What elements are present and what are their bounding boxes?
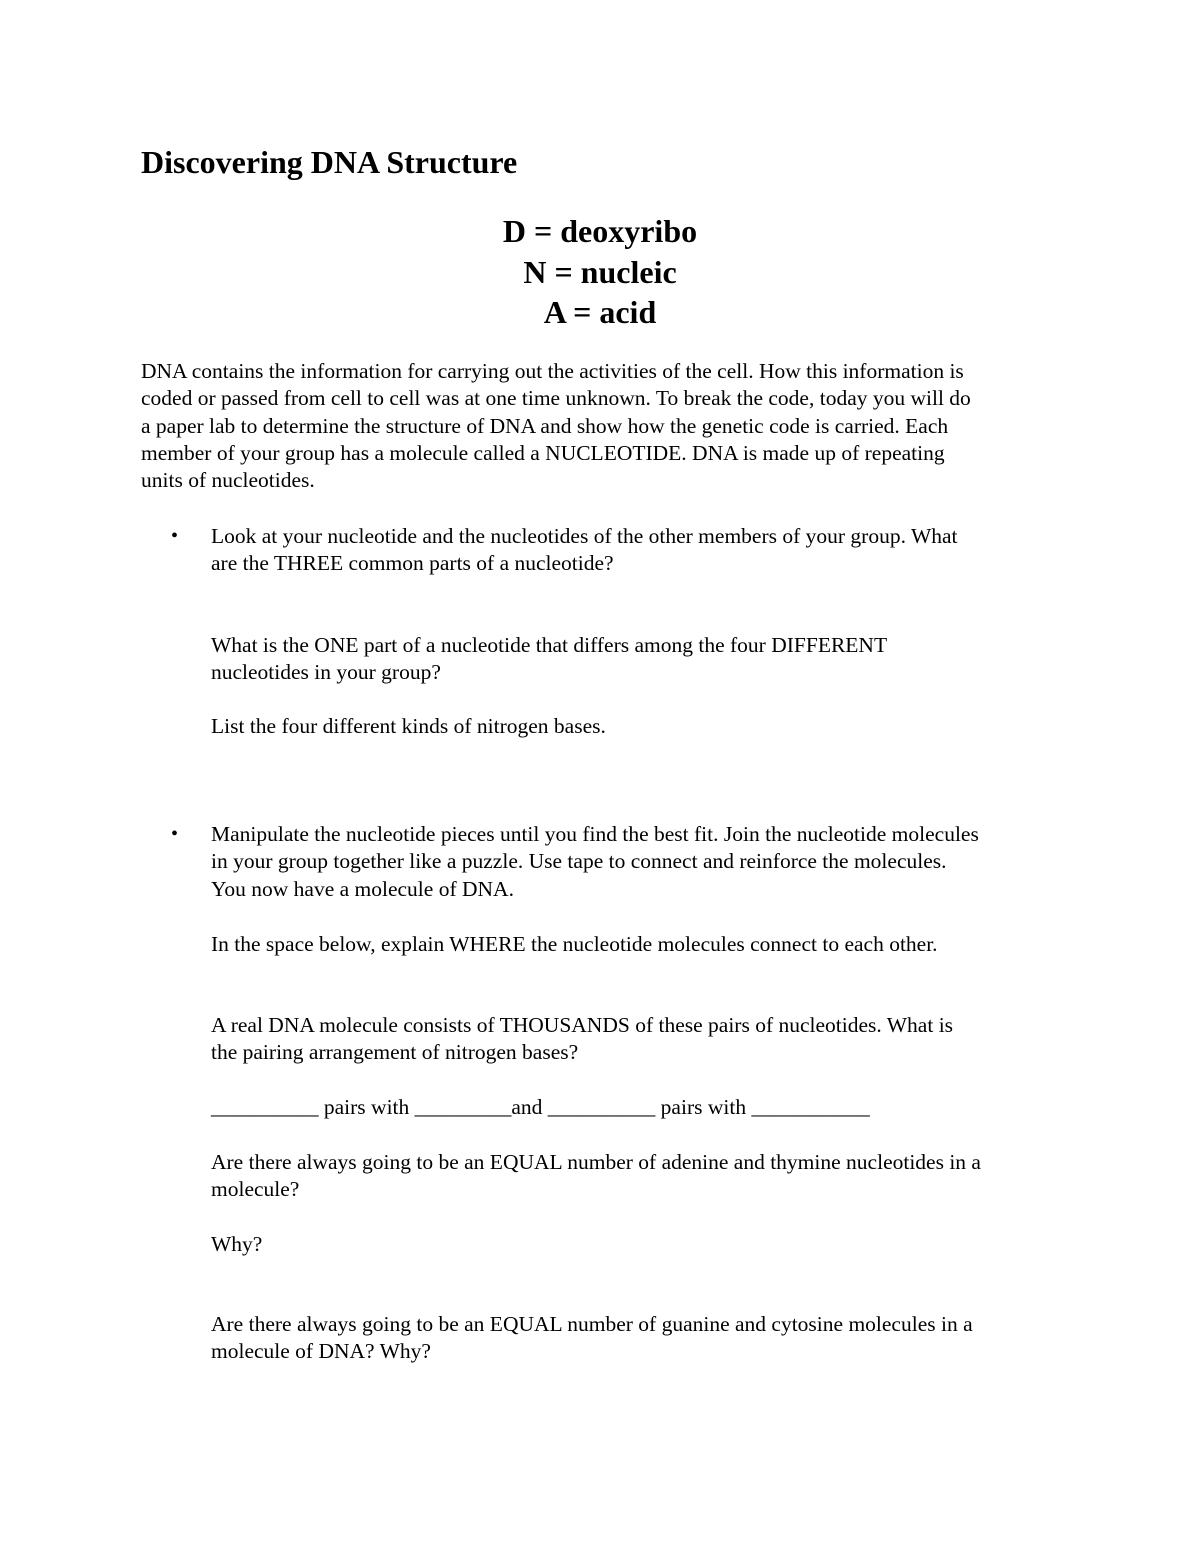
instruction-line: Manipulate the nucleotide pieces until you find the best fit. Join the nucleotide molecules xyxy=(211,822,979,846)
page-title: Discovering DNA Structure xyxy=(141,144,518,180)
question-adenine-thymine xyxy=(211,1149,1091,1204)
question-line: Why? xyxy=(211,1232,263,1256)
instruction-line: in your group together like a puzzle. Use tape to connect and reinforce the molecules. xyxy=(211,849,947,874)
question-line: In the space below, explain WHERE the nucleotide molecules connect to each other. xyxy=(211,932,938,956)
question-line: A real DNA molecule consists of THOUSANDS of these pairs of nucleotides. What is xyxy=(211,1013,954,1037)
question-line: Look at your nucleotide and the nucleotides of the other members of your group. What xyxy=(211,524,958,548)
question-line: the pairing arrangement of nitrogen bases? xyxy=(211,1040,579,1065)
intro-line: a paper lab to determine the structure of DNA and show how the genetic code is carried. Each xyxy=(141,413,949,438)
bullet-icon: • xyxy=(171,823,179,845)
question-line: molecule? xyxy=(211,1177,300,1202)
intro-line: DNA contains the information for carrying out the activities of the cell. How this information is xyxy=(141,359,964,383)
intro-line: member of your group has a molecule called a NUCLEOTIDE. DNA is made up of repeating xyxy=(141,440,945,465)
dna-acronym xyxy=(0,211,1200,333)
question-line: Are there always going to be an EQUAL number of guanine and cytosine molecules in a xyxy=(211,1312,973,1336)
question-line: List the four different kinds of nitrogen bases. xyxy=(211,714,606,738)
question-line: molecule of DNA? Why? xyxy=(211,1339,431,1364)
pairing-fill-in-blanks xyxy=(211,1094,1091,1121)
acronym-line-n: N = nucleic xyxy=(523,253,677,290)
question-why xyxy=(211,1231,1091,1258)
acronym-line-d: D = deoxyribo xyxy=(502,213,698,249)
question-line: Are there always going to be an EQUAL number of adenine and thymine nucleotides in a xyxy=(211,1150,981,1174)
question-line: nucleotides in your group? xyxy=(211,660,441,685)
intro-line: coded or passed from cell to cell was at one time unknown. To break the code, today you will do xyxy=(141,386,971,411)
question-line: are the THREE common parts of a nucleotide? xyxy=(211,551,614,576)
question-nitrogen-bases xyxy=(211,713,1091,740)
intro-line: units of nucleotides. xyxy=(141,468,315,493)
bullet-icon: • xyxy=(171,525,179,547)
question-differing-part xyxy=(211,632,1091,687)
question-nucleotide-parts xyxy=(211,523,1091,578)
question-guanine-cytosine xyxy=(211,1311,1091,1366)
instruction-line: You now have a molecule of DNA. xyxy=(211,876,514,901)
blank-line: __________ pairs with _________and __________ pairs with ___________ xyxy=(211,1095,870,1119)
acronym-line-a: A = acid xyxy=(543,294,657,330)
question-line: What is the ONE part of a nucleotide that differs among the four DIFFERENT xyxy=(211,633,888,657)
question-pairing-arrangement xyxy=(211,1012,1091,1067)
instruction-build-dna xyxy=(211,821,1091,903)
intro-paragraph xyxy=(141,358,1081,494)
question-connection-point xyxy=(211,931,1091,958)
